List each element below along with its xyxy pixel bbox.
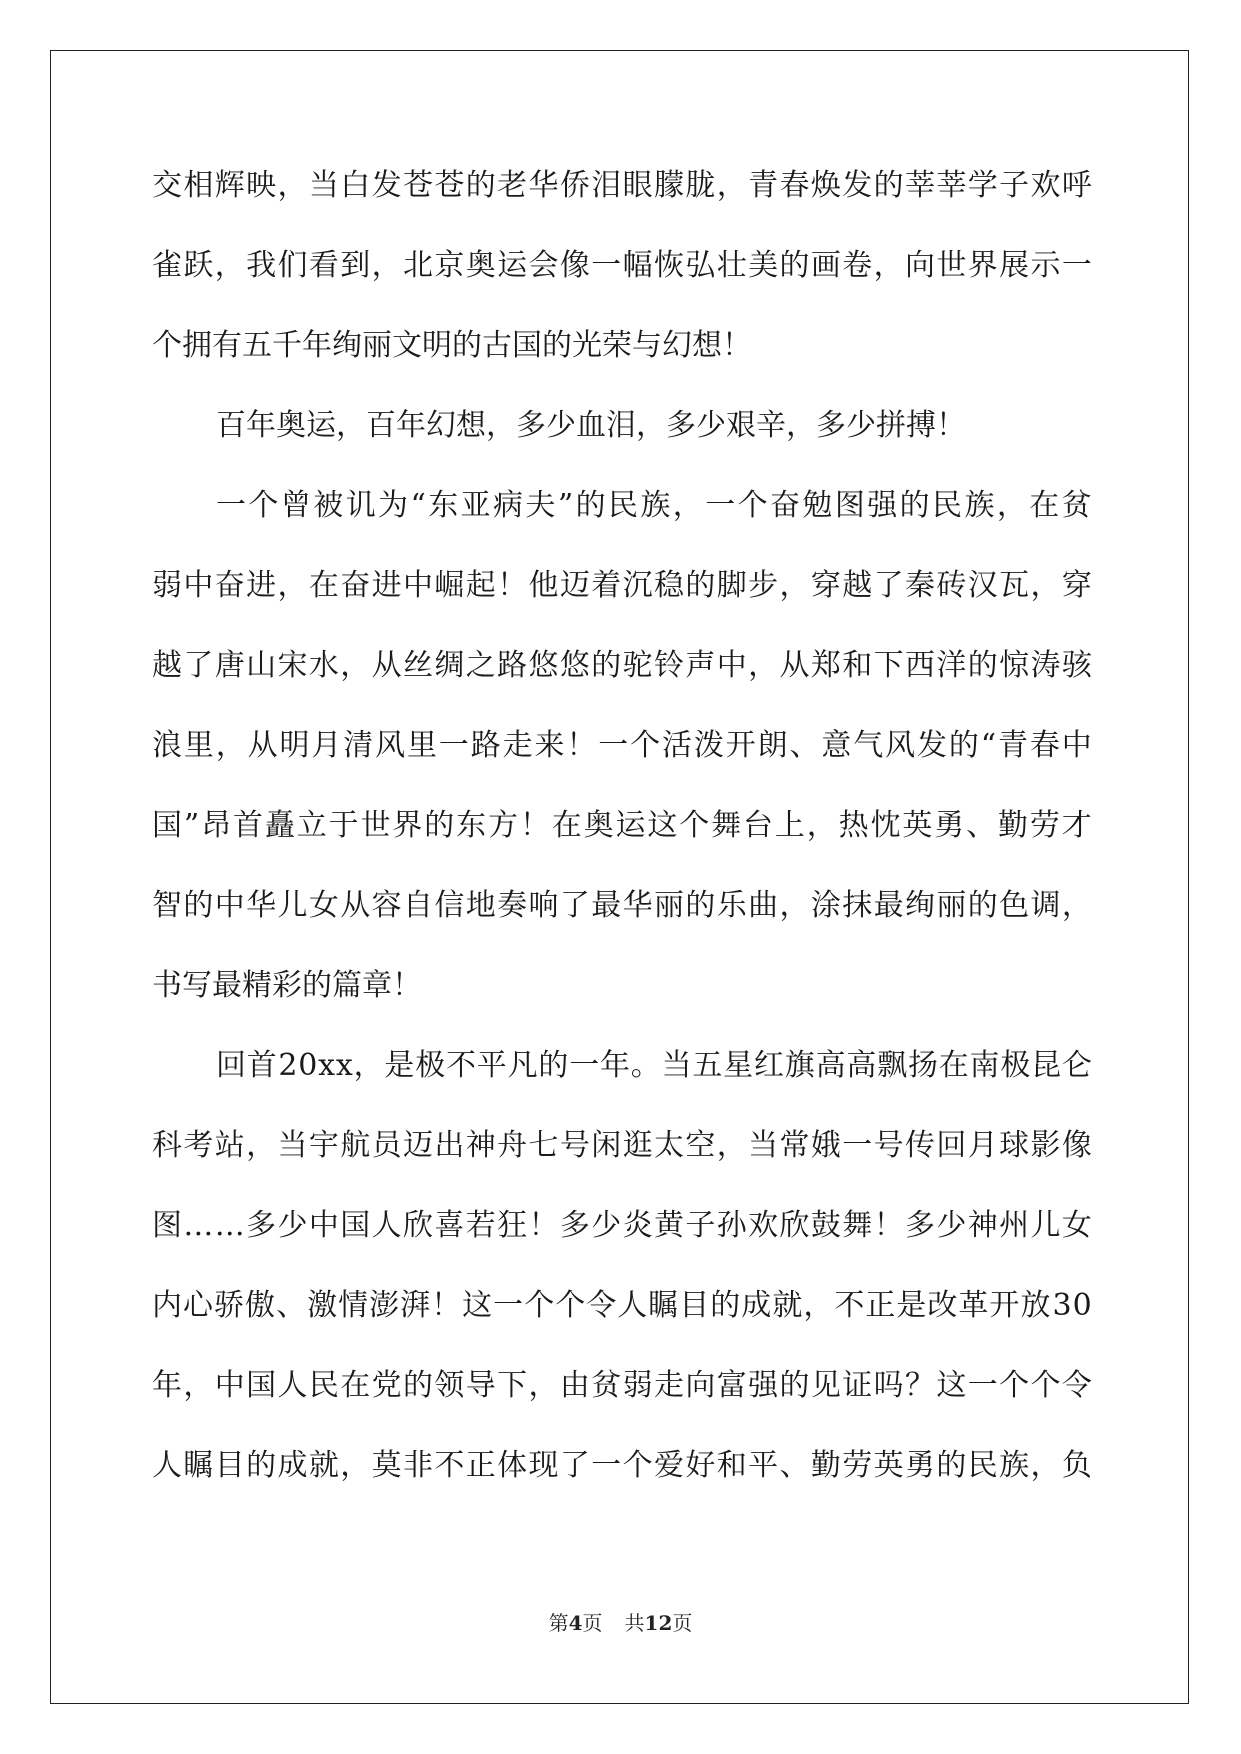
page-footer: [0, 1607, 1241, 1636]
text-line: 回 首 2 0 x x ， 是 极 不 平 凡 的 一 年 。 当 五 星 红 旗 高 高 飘 扬 在 南 极 昆 仑: [216, 1048, 1092, 1083]
text-line: 书写最精彩的篇章！: [152, 968, 422, 1003]
text-line: 人 瞩 目 的 成 就 ， 莫 非 不 正 体 现 了 一 个 爱 好 和 平 、 勤 劳 英 勇 的 民 族 ， 负: [152, 1448, 1092, 1483]
page-number: 4: [568, 1611, 583, 1635]
footer-total-suffix: 页: [672, 1611, 693, 1635]
text-line: 百年奥运，百年幻想，多少血泪，多少艰辛，多少拼搏！: [216, 408, 966, 443]
text-line: 雀 跃 ， 我 们 看 到 ， 北 京 奥 运 会 像 一 幅 恢 弘 壮 美 的 画 卷 ， 向 世 界 展 示 一: [152, 248, 1092, 283]
footer-total-prefix: 共: [624, 1611, 645, 1635]
text-line: 智 的 中 华 儿 女 从 容 自 信 地 奏 响 了 最 华 丽 的 乐 曲 ， 涂 抹 最 绚 丽 的 色 调 ，: [152, 888, 1092, 923]
text-line: 弱 中 奋 进 ， 在 奋 进 中 崛 起 ！ 他 迈 着 沉 稳 的 脚 步 ， 穿 越 了 秦 砖 汉 瓦 ， 穿: [152, 568, 1092, 603]
page-total: 12: [644, 1611, 673, 1635]
footer-prefix: 第: [548, 1611, 569, 1635]
text-line: 国 ” 昂 首 矗 立 于 世 界 的 东 方 ！ 在 奥 运 这 个 舞 台 上 ， 热 忱 英 勇 、 勤 劳 才: [152, 808, 1092, 843]
text-line: 科 考 站 ， 当 宇 航 员 迈 出 神 舟 七 号 闲 逛 太 空 ， 当 常 娥 一 号 传 回 月 球 影 像: [152, 1128, 1092, 1163]
footer-page-suffix: 页: [582, 1611, 603, 1635]
text-line: 一 个 曾 被 讥 为 “ 东 亚 病 夫 ” 的 民 族 ， 一 个 奋 勉 图 强 的 民 族 ， 在 贫: [216, 488, 1092, 523]
text-line: 图 … … 多 少 中 国 人 欣 喜 若 狂 ！ 多 少 炎 黄 子 孙 欢 欣 鼓 舞 ！ 多 少 神 州 儿 女: [152, 1208, 1092, 1243]
text-line: 浪 里 ， 从 明 月 清 风 里 一 路 走 来 ！ 一 个 活 泼 开 朗 、 意 气 风 发 的 “ 青 春 中: [152, 728, 1092, 763]
text-line: 越 了 唐 山 宋 水 ， 从 丝 绸 之 路 悠 悠 的 驼 铃 声 中 ， 从 郑 和 下 西 洋 的 惊 涛 骇: [152, 648, 1092, 683]
text-line: 个拥有五千年绚丽文明的古国的光荣与幻想！: [152, 328, 752, 363]
text-line: 内 心 骄 傲 、 激 情 澎 湃 ！ 这 一 个 个 令 人 瞩 目 的 成 就 ， 不 正 是 改 革 开 放 3 0: [152, 1288, 1092, 1323]
body-text: [152, 160, 1092, 1520]
text-line: 年 ， 中 国 人 民 在 党 的 领 导 下 ， 由 贫 弱 走 向 富 强 的 见 证 吗 ？ 这 一 个 个 令: [152, 1368, 1092, 1403]
text-line: 交 相 辉 映 ， 当 白 发 苍 苍 的 老 华 侨 泪 眼 朦 胧 ， 青 春 焕 发 的 莘 莘 学 子 欢 呼: [152, 168, 1092, 203]
